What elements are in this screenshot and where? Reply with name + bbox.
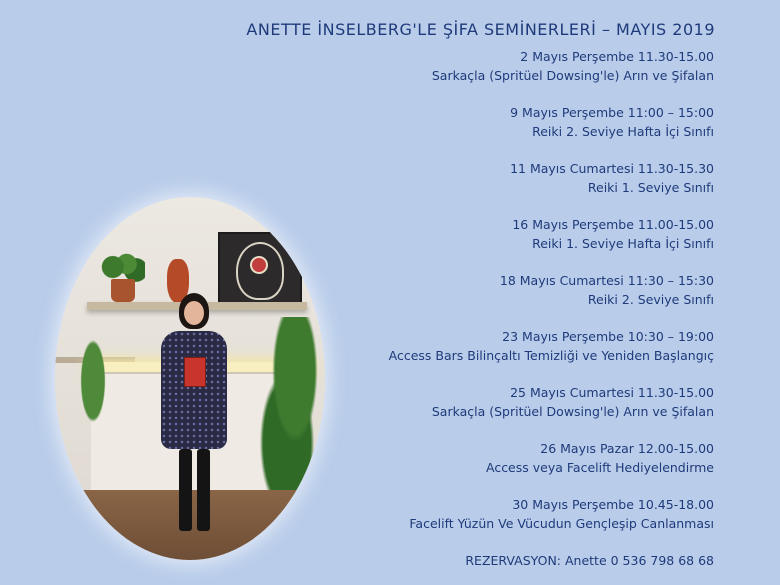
event-name: Reiki 2. Seviye Hafta İçi Sınıfı <box>532 124 714 139</box>
event-name: Access veya Facelift Hediyelendirme <box>485 460 714 475</box>
event-date: 25 Mayıs Cumartesi 11.30-15.00 <box>510 385 714 400</box>
head-painting <box>218 232 302 308</box>
event-name: Sarkaçla (Spritüel Dowsing'le) Arın ve Şifalan <box>431 68 714 83</box>
event-name: Reiki 2. Seviye Sınıfı <box>587 292 714 307</box>
instructor-photo <box>55 197 325 560</box>
event-name: Access Bars Bilinçaltı Temizliği ve Yeniden Başlangıç <box>388 348 714 363</box>
event-schedule <box>389 47 714 551</box>
event-date: 16 Mayıs Perşembe 11.00-15.00 <box>512 217 714 232</box>
event-item <box>389 47 714 85</box>
event-item <box>389 103 714 141</box>
reservation-contact: REZERVASYON: Anette 0 536 798 68 68 <box>465 553 714 568</box>
event-item <box>389 495 714 533</box>
event-name: Reiki 1. Seviye Hafta İçi Sınıfı <box>532 236 714 251</box>
event-item <box>389 383 714 421</box>
event-item <box>389 439 714 477</box>
event-item <box>389 159 714 197</box>
book <box>184 357 206 387</box>
event-name: Facelift Yüzün Ve Vücudun Gençleşip Canlanması <box>409 516 714 531</box>
event-date: 23 Mayıs Perşembe 10:30 – 19:00 <box>502 329 714 344</box>
event-date: 11 Mayıs Cumartesi 11.30-15.30 <box>510 161 714 176</box>
event-date: 18 Mayıs Cumartesi 11:30 – 15:30 <box>499 273 714 288</box>
event-date: 9 Mayıs Perşembe 11:00 – 15:00 <box>510 105 714 120</box>
event-item <box>389 327 714 365</box>
left-boot <box>179 449 192 531</box>
woman-face <box>184 301 204 325</box>
event-date: 30 Mayıs Perşembe 10.45-18.00 <box>512 497 714 512</box>
event-name: Reiki 1. Seviye Sınıfı <box>587 180 714 195</box>
potted-plant <box>99 252 145 282</box>
event-name: Sarkaçla (Spritüel Dowsing'le) Arın ve Şifalan <box>431 404 714 419</box>
right-boot <box>197 449 210 531</box>
event-item <box>389 271 714 309</box>
hanging-plant <box>73 337 113 447</box>
plant-pot <box>111 279 135 302</box>
event-date: 26 Mayıs Pazar 12.00-15.00 <box>540 441 714 456</box>
brain-spiral <box>250 256 268 274</box>
event-item <box>389 215 714 253</box>
event-date: 2 Mayıs Perşembe 11.30-15.00 <box>520 49 714 64</box>
woman-dress <box>161 331 227 449</box>
page-title: ANETTE İNSELBERG'LE ŞİFA SEMİNERLERİ – MAYIS 2019 <box>246 20 715 39</box>
floor-plant <box>255 317 325 497</box>
